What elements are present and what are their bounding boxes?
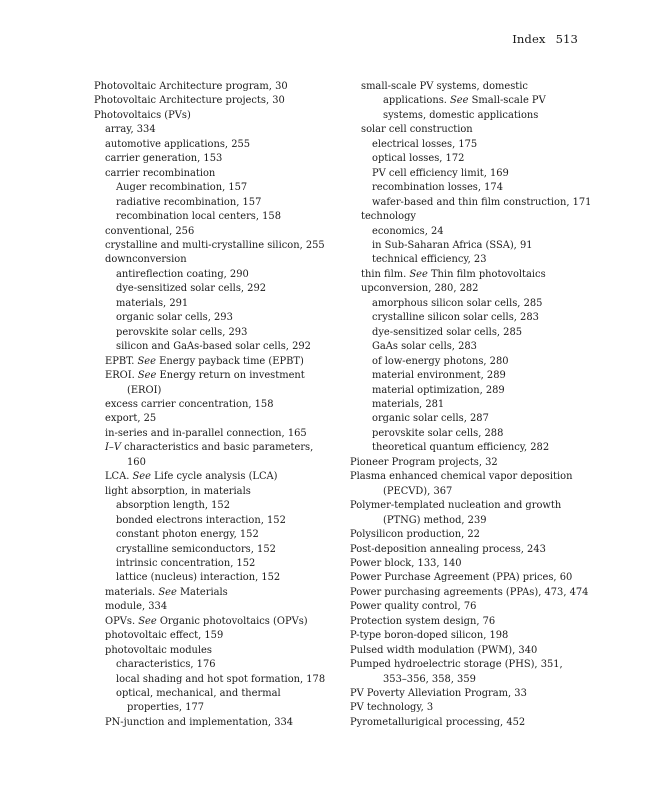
entry-text: Power block, 133, 140: [350, 557, 462, 569]
index-entry: [94, 658, 344, 672]
entry-text: LCA.: [105, 471, 130, 483]
index-entry: [350, 586, 610, 600]
section-title: Index: [512, 32, 546, 46]
entry-text: organic solar cells, 293: [116, 312, 233, 324]
entry-text: upconversion, 280, 282: [361, 283, 479, 295]
index-entry: [94, 701, 344, 715]
entry-text: technology: [361, 211, 417, 223]
entry-text: (PECVD), 367: [383, 485, 453, 497]
entry-text: perovskite solar cells, 288: [372, 427, 504, 439]
entry-text: automotive applications, 255: [105, 138, 251, 150]
entry-text: materials.: [105, 586, 156, 598]
index-entry: [94, 80, 344, 94]
entry-text-continued: characteristics and basic parameters,: [124, 442, 314, 454]
see-reference: See: [450, 95, 469, 107]
entry-text: constant photon energy, 152: [116, 529, 259, 541]
see-reference: See: [137, 370, 157, 382]
entry-text: EPBT.: [105, 355, 135, 367]
index-entry: [350, 441, 610, 455]
entry-text: systems, domestic applications: [383, 109, 539, 121]
entry-text: materials, 291: [116, 297, 189, 309]
index-entry: [94, 253, 344, 267]
index-entry: [350, 268, 610, 282]
index-entry: [94, 167, 344, 181]
index-entry: [94, 470, 344, 484]
index-entry: [350, 571, 610, 585]
index-entry: [350, 427, 610, 441]
index-entry: [94, 225, 344, 239]
entry-text: materials, 281: [372, 398, 445, 410]
index-entry: [350, 138, 610, 152]
entry-text: crystalline semiconductors, 152: [116, 543, 276, 555]
index-entry: [350, 514, 610, 528]
entry-text: absorption length, 152: [116, 500, 230, 512]
entry-text: Pumped hydroelectric storage (PHS), 351,: [350, 659, 563, 671]
index-entry: [94, 355, 344, 369]
entry-text: carrier recombination: [105, 167, 216, 179]
entry-text: (EROI): [127, 384, 162, 396]
running-header: [512, 32, 578, 46]
entry-text: EROI.: [105, 370, 135, 382]
entry-text: perovskite solar cells, 293: [116, 326, 248, 338]
entry-text: light absorption, in materials: [105, 485, 251, 497]
entry-text: (PTNG) method, 239: [383, 514, 487, 526]
index-entry: [350, 716, 610, 730]
entry-text: Power quality control, 76: [350, 601, 477, 613]
index-entry: [94, 456, 344, 470]
index-entry: [94, 210, 344, 224]
index-entry: [350, 687, 610, 701]
entry-text: theoretical quantum efficiency, 282: [372, 442, 550, 454]
index-entry: [350, 210, 610, 224]
entry-text: optical losses, 172: [372, 153, 465, 165]
index-entry: [94, 629, 344, 643]
index-entry: [94, 398, 344, 412]
entry-text: Auger recombination, 157: [116, 182, 248, 194]
index-entry: [350, 412, 610, 426]
index-entry: [350, 673, 610, 687]
index-entry: [350, 253, 610, 267]
entry-text: Post-deposition annealing process, 243: [350, 543, 546, 555]
see-reference: See: [409, 268, 428, 280]
entry-text: export, 25: [105, 413, 157, 425]
index-entry: [350, 499, 610, 513]
entry-text-continued: Energy payback time (EPBT): [159, 355, 304, 367]
index-entry: [350, 196, 610, 210]
entry-text: of low-energy photons, 280: [372, 355, 509, 367]
entry-text: Photovoltaic Architecture projects, 30: [94, 95, 285, 107]
entry-text: crystalline silicon solar cells, 283: [372, 312, 539, 324]
entry-text: array, 334: [105, 124, 156, 136]
entry-text: lattice (nucleus) interaction, 152: [116, 572, 281, 584]
index-entry: [94, 152, 344, 166]
index-entry: [94, 557, 344, 571]
index-entry: [350, 326, 610, 340]
entry-text: carrier generation, 153: [105, 153, 223, 165]
entry-text-continued: Small-scale PV: [471, 95, 546, 107]
entry-text: photovoltaic effect, 159: [105, 630, 224, 642]
page-number: 513: [555, 32, 578, 46]
index-entry: [350, 600, 610, 614]
entry-text: properties, 177: [127, 702, 205, 714]
entry-text-continued: Thin film photovoltaics: [430, 268, 546, 280]
index-entry: [94, 297, 344, 311]
index-entry: [94, 123, 344, 137]
entry-text: Plasma enhanced chemical vapor deposition: [350, 471, 573, 483]
index-entry: [350, 355, 610, 369]
index-entry: [94, 528, 344, 542]
entry-text: bonded electrons interaction, 152: [116, 514, 286, 526]
entry-text: PV technology, 3: [350, 702, 434, 714]
entry-text: OPVs.: [105, 615, 136, 627]
entry-text: Power purchasing agreements (PPAs), 473, 474: [350, 586, 589, 598]
entry-text: intrinsic concentration, 152: [116, 557, 256, 569]
index-entry: [350, 340, 610, 354]
entry-text: amorphous silicon solar cells, 285: [372, 297, 543, 309]
entry-text: organic solar cells, 287: [372, 413, 489, 425]
entry-text: 353–356, 358, 359: [383, 673, 476, 685]
index-entry: [94, 384, 344, 398]
entry-text: wafer-based and thin film construction, 171: [372, 196, 592, 208]
index-entry: [94, 441, 344, 455]
index-entry: [94, 644, 344, 658]
entry-text: Photovoltaics (PVs): [94, 109, 191, 121]
see-reference: See: [158, 586, 177, 598]
entry-text: dye-sensitized solar cells, 292: [116, 283, 267, 295]
index-entry: [350, 557, 610, 571]
index-entry: [94, 282, 344, 296]
index-entry: [350, 470, 610, 484]
entry-text: thin film.: [361, 268, 407, 280]
entry-text: radiative recombination, 157: [116, 196, 262, 208]
index-entry: [94, 600, 344, 614]
index-entry: [94, 369, 344, 383]
entry-text: Pulsed width modulation (PWM), 340: [350, 644, 538, 656]
index-entry: [94, 138, 344, 152]
index-entry: [350, 297, 610, 311]
index-entry: [350, 658, 610, 672]
index-entry: [94, 687, 344, 701]
entry-text: Pioneer Program projects, 32: [350, 456, 498, 468]
entry-text: applications.: [383, 95, 447, 107]
index-entry: [94, 499, 344, 513]
entry-text-continued: Materials: [179, 586, 228, 598]
entry-text: Pyrometallurigical processing, 452: [350, 716, 526, 728]
index-column-right: [350, 80, 610, 730]
entry-text: 160: [127, 456, 146, 468]
index-entry: [350, 152, 610, 166]
entry-text: material optimization, 289: [372, 384, 505, 396]
index-entry: [94, 109, 344, 123]
entry-text: Polymer-templated nucleation and growth: [350, 500, 562, 512]
index-entry: [350, 384, 610, 398]
index-entry: [94, 326, 344, 340]
entry-text: photovoltaic modules: [105, 644, 212, 656]
see-reference: See: [132, 471, 151, 483]
index-entry: [350, 701, 610, 715]
entry-text: module, 334: [105, 601, 168, 613]
index-entry: [94, 543, 344, 557]
entry-text: dye-sensitized solar cells, 285: [372, 326, 523, 338]
index-entry: [94, 615, 344, 629]
index-entry: [94, 716, 344, 730]
index-entry: [350, 225, 610, 239]
entry-text: economics, 24: [372, 225, 444, 237]
entry-text: Protection system design, 76: [350, 615, 496, 627]
index-column-left: [94, 80, 344, 730]
entry-text: silicon and GaAs-based solar cells, 292: [116, 341, 311, 353]
index-entry: [94, 340, 344, 354]
index-entry: [94, 412, 344, 426]
index-entry: [94, 181, 344, 195]
index-entry: [350, 123, 610, 137]
index-entry: [350, 94, 610, 108]
index-entry: [350, 629, 610, 643]
entry-text: small-scale PV systems, domestic: [361, 81, 528, 92]
index-entry: [350, 644, 610, 658]
entry-text: optical, mechanical, and thermal: [116, 688, 281, 700]
index-entry: [94, 268, 344, 282]
index-entry: [350, 369, 610, 383]
see-reference: See: [137, 355, 156, 367]
index-entry: [94, 485, 344, 499]
entry-text: downconversion: [105, 254, 187, 266]
entry-text: local shading and hot spot formation, 178: [116, 673, 326, 685]
entry-text: in-series and in-parallel connection, 165: [105, 427, 307, 439]
index-entry: [350, 398, 610, 412]
entry-text: Photovoltaic Architecture program, 30: [94, 81, 288, 92]
index-entry: [350, 109, 610, 123]
entry-text: P-type boron-doped silicon, 198: [350, 630, 509, 642]
index-entry: [94, 571, 344, 585]
entry-text-continued: Life cycle analysis (LCA): [154, 471, 278, 483]
index-entry: [350, 615, 610, 629]
entry-text: PV Poverty Alleviation Program, 33: [350, 688, 527, 700]
entry-text: Power Purchase Agreement (PPA) prices, 60: [350, 572, 573, 584]
entry-text: recombination losses, 174: [372, 182, 503, 194]
index-entry: [94, 673, 344, 687]
index-entry: [350, 239, 610, 253]
entry-text: GaAs solar cells, 283: [372, 341, 477, 353]
entry-text: solar cell construction: [361, 124, 473, 136]
index-entry: [350, 167, 610, 181]
index-entry: [350, 282, 610, 296]
index-entry: [94, 196, 344, 210]
index-entry: [350, 485, 610, 499]
entry-text: crystalline and multi-crystalline silicon, 255: [105, 239, 325, 251]
entry-text: PV cell efficiency limit, 169: [372, 167, 509, 179]
entry-text: Polysilicon production, 22: [350, 529, 480, 541]
entry-text: material environment, 289: [372, 370, 506, 382]
entry-text: characteristics, 176: [116, 659, 216, 671]
index-entry: [350, 543, 610, 557]
index-entry: [94, 311, 344, 325]
entry-text: technical efficiency, 23: [372, 254, 487, 266]
index-entry: [350, 456, 610, 470]
entry-text: in Sub-Saharan Africa (SSA), 91: [372, 239, 533, 251]
index-entry: [350, 528, 610, 542]
entry-italic-term: I–V: [105, 442, 121, 454]
entry-text-continued: Organic photovoltaics (OPVs): [159, 615, 308, 627]
index-entry: [350, 311, 610, 325]
index-entry: [94, 427, 344, 441]
entry-text: PN-junction and implementation, 334: [105, 716, 294, 728]
index-entry: [94, 514, 344, 528]
entry-text: electrical losses, 175: [372, 138, 478, 150]
entry-text: antireflection coating, 290: [116, 268, 249, 280]
index-entry: [94, 94, 344, 108]
index-entry: [350, 80, 610, 94]
index-entry: [94, 239, 344, 253]
entry-text-continued: Energy return on investment: [159, 370, 305, 382]
entry-text: excess carrier concentration, 158: [105, 398, 274, 410]
see-reference: See: [138, 615, 157, 627]
index-entry: [350, 181, 610, 195]
entry-text: recombination local centers, 158: [116, 211, 281, 223]
entry-text: conventional, 256: [105, 225, 195, 237]
index-entry: [94, 586, 344, 600]
